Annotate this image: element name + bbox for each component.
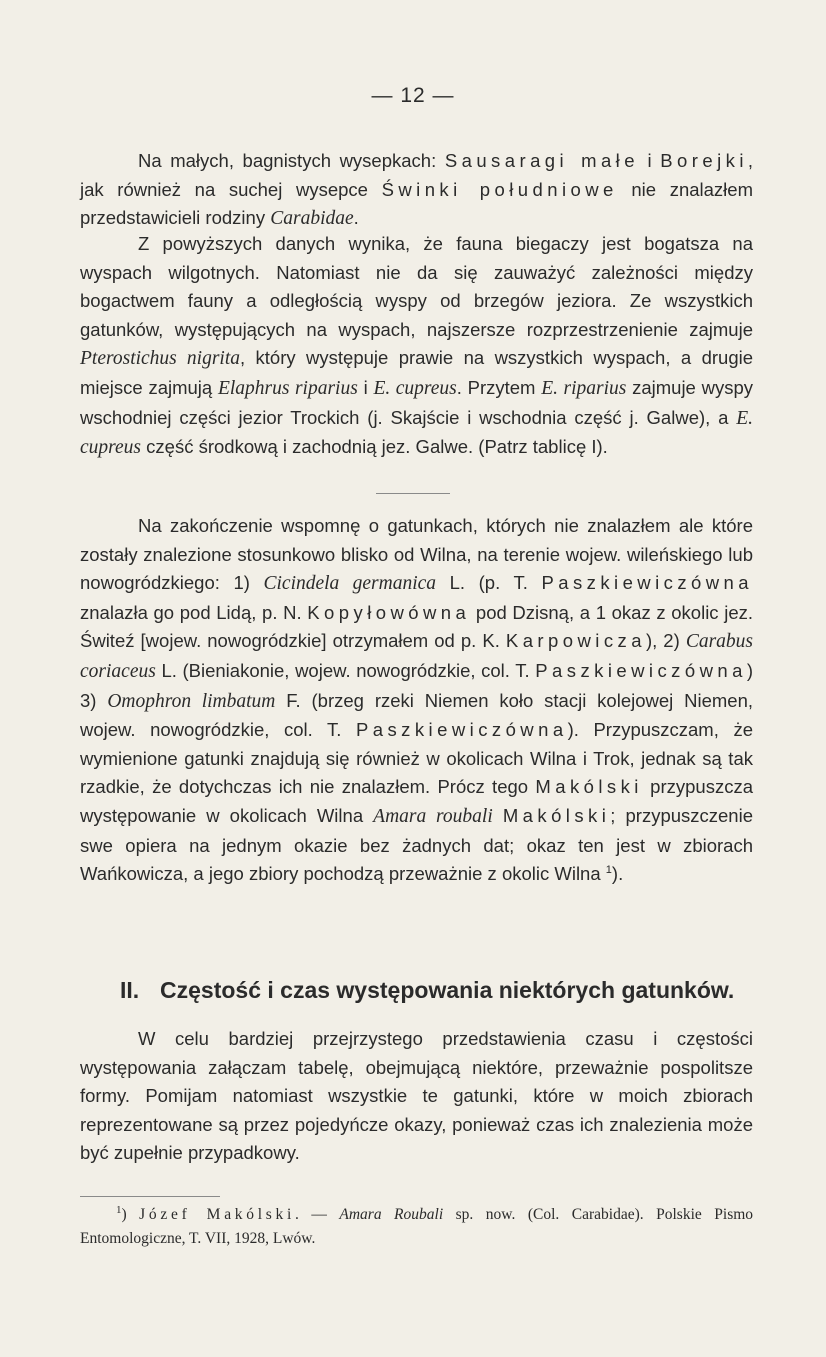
text-run: , który występuje prawie na wszystkich wyspach, a drugie miejsce zajmują (80, 347, 754, 398)
text-run: Z powyższych danych wynika, że fauna biegaczy jest bogatsza na wyspach wilgotnych. Natomiast nie da się zauważyć zależności między bogactwem fauny a odległością wyspy od brzegów jeziora. Ze wszystkich gatunków, występujących na wyspach, najszersze rozprzestrzenienie zajmuje (80, 233, 753, 340)
taxon-name: Pterostichus nigrita (80, 348, 240, 370)
place-name: Sausaragi małe (444, 150, 639, 171)
text-run: ). Przypuszczam, że wymienione gatunki znajdują się również w okolicach Wilna i Trok, jednak są tak rzadkie, że dotychczas ich nie znalazłem. Prócz tego (80, 719, 753, 798)
text-run: ) (121, 1206, 127, 1223)
text-run: ) 3) (80, 659, 753, 711)
text-run: . Przytem (456, 376, 542, 398)
text-run: i (638, 150, 661, 171)
footnote-taxon: Amara Roubali (339, 1206, 444, 1223)
footnote-marker: 1 (116, 1203, 122, 1216)
taxon-name: Omophron limbatum (107, 690, 276, 712)
taxon-name: E. riparius (541, 377, 627, 399)
text-run (493, 805, 503, 826)
taxon-name: Amara roubali (373, 805, 493, 827)
text-run: . — (295, 1206, 340, 1223)
footnote-reference: 1 (605, 863, 612, 876)
text-run: część środkową i zachodnią jez. Galwe. (Patrz tablicę I). (141, 436, 608, 458)
text-run: sp. now. (Col. Carabidae). Polskie Pismo Entomologiczne, T. VII, 1928, Lwów. (80, 1206, 754, 1247)
text-run: przypuszcza występowanie w okolicach Wilna (80, 776, 753, 826)
paragraph-fauna-richness (80, 230, 753, 463)
person-name: Makólski (535, 776, 643, 798)
footnote-author: Józef Makólski (139, 1206, 296, 1223)
place-name: Świnki południowe (381, 178, 618, 200)
text-run: ). (611, 863, 624, 885)
place-name: Borejki (660, 150, 748, 171)
text-run: Na zakończenie wspomnę o gatunkach, których nie znalazłem ale które zostały znalezione stosunkowo blisko od Wilna, na terenie wojew. wileńskiego lub nowogródzkiego: 1) (80, 515, 753, 594)
taxon-name: E. cupreus (373, 377, 457, 399)
taxon-name: Elaphrus riparius (217, 377, 358, 399)
text-run: L. (p. T. (436, 572, 542, 594)
taxon-name: Cicindela germanica (263, 573, 437, 595)
text-run: . (353, 207, 359, 229)
section-divider (376, 493, 450, 494)
person-name: Kopyłowówna (307, 601, 471, 623)
section-heading (120, 977, 800, 1004)
text-run: znalazła go pod Lidą, p. N. (80, 601, 308, 623)
section-title: Częstość i czas występowania niektórych gatunków. (160, 977, 735, 1003)
section-number: II. (120, 977, 140, 1003)
person-name: Karpowicza (505, 630, 646, 652)
taxon-name: E. cupreus (80, 407, 753, 459)
text-run: i (357, 376, 374, 398)
paragraph-text: W celu bardziej przejrzystego przedstawienia czasu i częstości występowania załączam tabelę, obejmującą niektóre, przeważnie pospolitsze formy. Pomijam natomiast wszystkie te gatunki, które w moich zbiorach reprezentowane są przez pojedyńcze okazy, ponieważ czas ich znalezienia może być zupełnie przypadkowy. (80, 1028, 753, 1164)
text-run: F. (brzeg rzeki Niemen koło stacji kolejowej Niemen, wojew. nowogródzkie, col. T. (80, 689, 754, 741)
footnote (80, 1203, 753, 1251)
text-run: zajmuje wyspy wschodniej części jezior Trockich (j. Skajście i wschodnia część j. Galwe), a (80, 376, 753, 428)
person-name: Paszkiewiczówna (535, 659, 747, 681)
text-run: ; przypuszczenie swe opiera na jednym okazie bez żadnych dat; okaz ten jest w zbiorach Wańkowicza, a jego zbiory pochodzą przeważnie z okolic Wilna (80, 804, 753, 885)
text-run: nie znalazłem przedstawicieli rodziny (80, 178, 753, 229)
person-name: Makólski (502, 804, 611, 826)
taxon-name: Carabus coriaceus (80, 631, 754, 682)
text-run: pod Dzisną, a 1 okaz z okolic jez. Świteź [wojew. nowogródzkie] otrzymałem od p. K. (80, 601, 753, 652)
footnote-divider (80, 1196, 220, 1197)
paragraph-species-near-wilno (80, 512, 753, 889)
taxon-name: Carabidae (270, 208, 354, 230)
text-run: Na małych, bagnistych wysepkach: (138, 150, 445, 171)
text-run: L. (Bieniakonie, wojew. nowogródzkie, col. T. (155, 659, 536, 681)
paragraph-table-intro (80, 1025, 753, 1168)
text-run: , jak również na suchej wysepce (80, 150, 754, 200)
page-number: — 12 — (371, 84, 455, 107)
paragraph-islands-without-carabidae (80, 147, 753, 234)
person-name: Paszkiewiczówna (541, 572, 754, 594)
person-name: Paszkiewiczówna (355, 719, 568, 741)
text-run: ), 2) (645, 630, 686, 652)
